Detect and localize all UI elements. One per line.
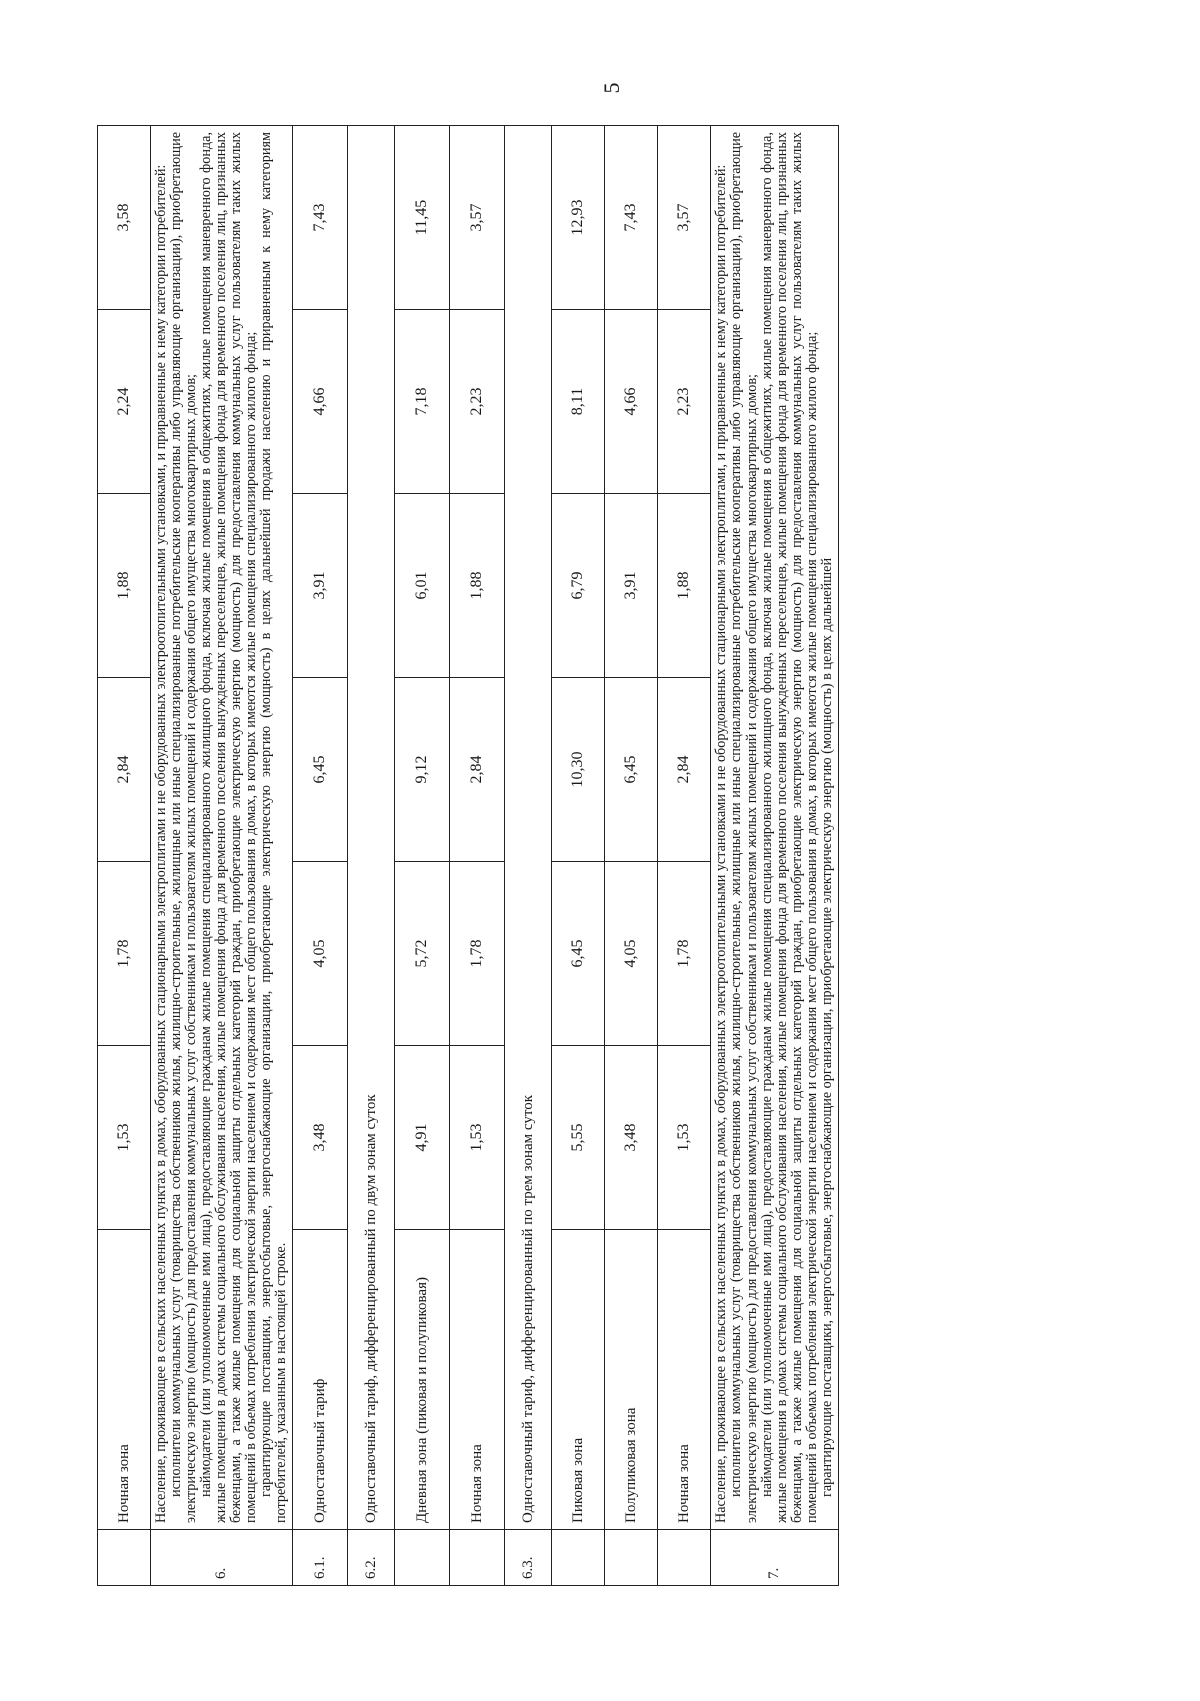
category-description xyxy=(711,126,838,1530)
cell-value: 4,91 xyxy=(395,1046,450,1230)
cell-value: 6,01 xyxy=(395,494,450,678)
cell-value: 5,55 xyxy=(552,1046,605,1230)
row-number xyxy=(658,1530,711,1586)
table-row xyxy=(658,126,711,1586)
section-title: Одноставочный тариф, дифференцированный по трем зонам суток xyxy=(505,126,552,1530)
row-number: 6.2. xyxy=(348,1530,395,1586)
description-item: наймодатели (или уполномоченные ими лица), предоставляющие гражданам жилые помещения специализированного жилищного фонда, включая жилые помещения в общежитиях, жилые помещения маневренного фонда, жилые помещения в домах системы социального обслуживания населения, жилые помещения фонда для временного поселения вынужденных переселенцев, жилые помещения фонда для временного поселения лиц, признанных беженцами, а также жилые помещения для социальной защиты отдельных категорий граждан, приобретающие электрическую энергию (мощность) для предоставления коммунальных услуг пользователям таких жилых помещений в объемах потребления электрической энергии населением и содержания мест общего пользования в домах, в которых имеются жилые помещения специализированного жилого фонда; xyxy=(198,132,260,1523)
cell-value: 1,78 xyxy=(658,862,711,1046)
row-label: Полупиковая зона xyxy=(605,1230,658,1530)
cell-value: 1,53 xyxy=(98,1046,151,1230)
row-label: Одноставочный тариф xyxy=(293,1230,348,1530)
row-number xyxy=(395,1530,450,1586)
cell-value: 2,24 xyxy=(98,310,151,494)
cell-value: 10,30 xyxy=(552,678,605,862)
description-intro: Население, проживающее в сельских населенных пунктах в домах, оборудованных электроотопительными установками и не оборудованных стационарными электроплитами, и приравненные к нему категории потребителей: xyxy=(713,164,730,1523)
table-row xyxy=(552,126,605,1586)
cell-value: 12,93 xyxy=(552,126,605,310)
description-intro: Население, проживающее в сельских населенных пунктах в домах, оборудованных стационарными электроплитами и не оборудованных электроотопительными установками, и приравненные к нему категории потребителей: xyxy=(153,164,169,1523)
cell-value: 4,05 xyxy=(293,862,348,1046)
row-number xyxy=(98,1530,151,1586)
table-row-section xyxy=(348,126,395,1586)
tariff-table-wrapper xyxy=(97,126,1127,1586)
row-number: 6.1. xyxy=(293,1530,348,1586)
cell-value: 1,53 xyxy=(658,1046,711,1230)
cell-value: 6,45 xyxy=(605,678,658,862)
cell-value: 6,79 xyxy=(552,494,605,678)
description-item: гарантирующие поставщики, энергосбытовые, энергоснабжающие организации, приобретающие электрическую энергию (мощность) в целях дальнейшей продажи населению и приравненным к нему категориям потребителей, указанным в настоящей строке. xyxy=(258,132,290,1523)
cell-value: 9,12 xyxy=(395,678,450,862)
table-row xyxy=(98,126,151,1586)
cell-value: 4,66 xyxy=(293,310,348,494)
cell-value: 1,88 xyxy=(98,494,151,678)
row-number xyxy=(605,1530,658,1586)
row-label: Ночная зона xyxy=(450,1230,505,1530)
row-number: 6.3. xyxy=(505,1530,552,1586)
description-item: исполнители коммунальных услуг (товарищества собственников жилья, жилищно-строительные, жилищные или иные специализированные потребительские кооперативы либо управляющие организации), приобретающие электрическую энергию (мощность) для предоставления коммунальных услуг собственникам и пользователям жилых помещений и содержания общего имущества многоквартирных домов; xyxy=(728,132,760,1523)
cell-value: 4,05 xyxy=(605,862,658,1046)
cell-value: 7,43 xyxy=(293,126,348,310)
cell-value: 1,78 xyxy=(450,862,505,1046)
cell-value: 5,72 xyxy=(395,862,450,1046)
description-item: гарантирующие поставщики, энергосбытовые, энергоснабжающие организации, приобретающие электрическую энергию (мощность) в целях дальнейшей xyxy=(818,557,835,1497)
cell-value: 8,11 xyxy=(552,310,605,494)
row-label: Дневная зона (пиковая и полупиковая) xyxy=(395,1230,450,1530)
cell-value: 3,57 xyxy=(658,126,711,310)
table-row xyxy=(395,126,450,1586)
cell-value: 1,78 xyxy=(98,862,151,1046)
row-number: 7. xyxy=(711,1530,838,1586)
cell-value: 3,57 xyxy=(450,126,505,310)
cell-value: 3,58 xyxy=(98,126,151,310)
cell-value: 3,91 xyxy=(605,494,658,678)
cell-value: 2,84 xyxy=(658,678,711,862)
description-item: наймодатели (или уполномоченные ими лица), предоставляющие гражданам жилые помещения специализированного жилищного фонда, включая жилые помещения в общежитиях, жилые помещения маневренного фонда, жилые помещения в домах системы социального обслуживания населения, жилые помещения фонда для временного поселения вынужденных переселенцев, жилые помещения фонда для временного поселения лиц, признанных беженцами, а также жилые помещения для социальной защиты отдельных категорий граждан, приобретающие электрическую энергию (мощность) для предоставления коммунальных услуг пользователям таких жилых помещений в объемах потребления электрической энергии населением и содержания мест общего пользования в домах, в которых имеются жилые помещения специализированного жилого фонда; xyxy=(758,132,820,1523)
cell-value: 2,84 xyxy=(450,678,505,862)
cell-value: 3,48 xyxy=(293,1046,348,1230)
cell-value: 2,84 xyxy=(98,678,151,862)
cell-value: 7,43 xyxy=(605,126,658,310)
row-label: Ночная зона xyxy=(658,1230,711,1530)
cell-value: 11,45 xyxy=(395,126,450,310)
row-label: Ночная зона xyxy=(98,1230,151,1530)
cell-value: 1,88 xyxy=(658,494,711,678)
cell-value: 7,18 xyxy=(395,310,450,494)
row-label: Пиковая зона xyxy=(552,1230,605,1530)
cell-value: 2,23 xyxy=(450,310,505,494)
table-row xyxy=(605,126,658,1586)
row-number xyxy=(552,1530,605,1586)
cell-value: 2,23 xyxy=(658,310,711,494)
cell-value: 1,88 xyxy=(450,494,505,678)
table-row xyxy=(450,126,505,1586)
cell-value: 6,45 xyxy=(293,678,348,862)
table-row-description xyxy=(151,126,293,1586)
tariff-table xyxy=(97,125,839,1586)
table-body xyxy=(98,126,839,1586)
page-number: 5 xyxy=(599,82,624,94)
row-number: 6. xyxy=(151,1530,293,1586)
cell-value: 4,66 xyxy=(605,310,658,494)
row-number xyxy=(450,1530,505,1586)
cell-value: 3,48 xyxy=(605,1046,658,1230)
table-row xyxy=(293,126,348,1586)
cell-value: 6,45 xyxy=(552,862,605,1046)
description-item: исполнители коммунальных услуг (товарищества собственников жилья, жилищно-строительные, жилищные или иные специализированные потребительские кооперативы либо управляющие организации), приобретающие электрическую энергию (мощность) для предоставления коммунальных услуг собственникам и пользователям жилых помещений и содержания общего имущества многоквартирных домов; xyxy=(168,132,200,1523)
cell-value: 1,53 xyxy=(450,1046,505,1230)
table-row-description xyxy=(711,126,838,1586)
category-description xyxy=(151,126,293,1530)
section-title: Одноставочный тариф, дифференцированный по двум зонам суток xyxy=(348,126,395,1530)
table-row-section xyxy=(505,126,552,1586)
cell-value: 3,91 xyxy=(293,494,348,678)
